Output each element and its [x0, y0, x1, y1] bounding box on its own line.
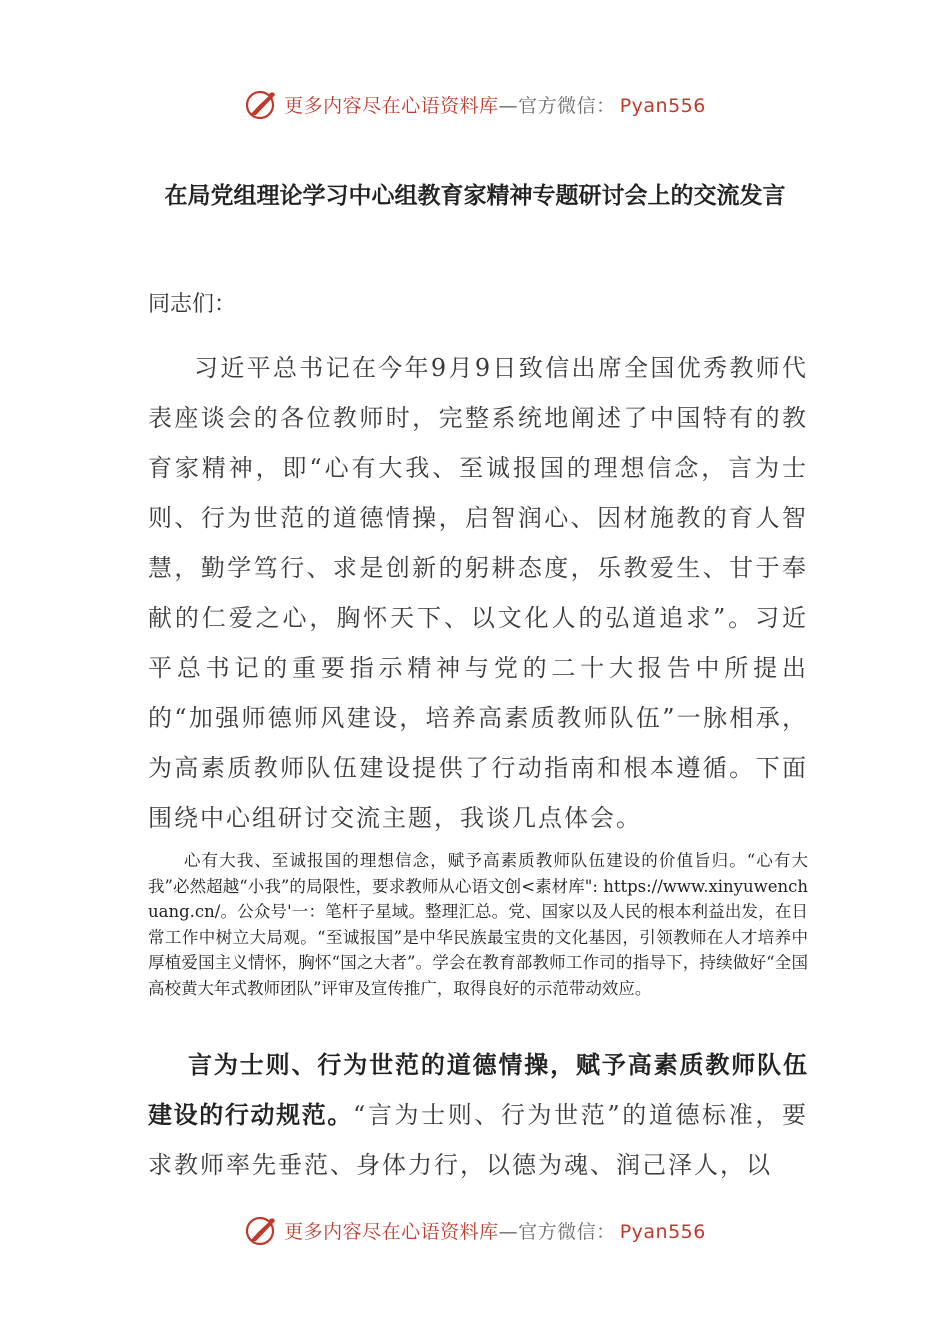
paragraph-3-bold-lead: 言为士则、行为世范的道德情操，赋予高素质教师队伍建设的行动规范。 — [148, 1051, 808, 1129]
banner-red-text: 更多内容尽在心语资料库 — [284, 94, 499, 117]
paragraph-3-rest: “言为士则、行为世范”的道德标准，要求教师率先垂范、身体力行，以德为魂、润己泽人，以 — [148, 1101, 808, 1179]
paragraph-3 — [148, 1040, 808, 1190]
banner-red-text: 更多内容尽在心语资料库 — [284, 1220, 499, 1243]
banner-text — [284, 1217, 706, 1244]
banner-gray-text: —官方微信： — [498, 1220, 616, 1243]
header-banner — [0, 84, 950, 124]
paragraph-2: 心有大我、至诚报国的理想信念，赋予高素质教师队伍建设的价值旨归。“心有大我”必然超越“小我”的局限性，要求教师从心语文创<素材库": https://www.xinyuwenchuang.cn/。公众号'一：笔杆子星域。整理汇总。党、国家以及人民的根本利益出发，在日常工作中树立大局观。“至诚报国”是中华民族最宝贵的文化基因，引领教师在人才培养中厚植爱国主义情怀，胸怀“国之大者”。学会在教育部教师工作司的指导下，持续做好“全国高校黄大年式教师团队”评审及宣传推广，取得良好的示范带动效应。 — [148, 851, 808, 998]
banner-wechat-id: Pyan556 — [619, 1220, 706, 1243]
document-title: 在局党组理论学习中心组教育家精神专题研讨会上的交流发言 — [164, 183, 786, 209]
quill-pen-logo-icon — [244, 87, 278, 121]
footer-banner — [0, 1210, 950, 1250]
banner-gray-text: —官方微信： — [498, 94, 616, 117]
quill-pen-logo-icon — [244, 1213, 278, 1247]
paragraph-1: 习近平总书记在今年9月9日致信出席全国优秀教师代表座谈会的各位教师时，完整系统地阐述了中国特有的教育家精神，即“心有大我、至诚报国的理想信念，言为士则、行为世范的道德情操，启智润心、因材施教的育人智慧，勤学笃行、求是创新的躬耕态度，乐教爱生、甘于奉献的仁爱之心，胸怀天下、以文化人的弘道追求”。习近平总书记的重要指示精神与党的二十大报告中所提出的“加强师德师风建设，培养高素质教师队伍”一脉相承，为高素质教师队伍建设提供了行动指南和根本遵循。下面围绕中心组研讨交流主题，我谈几点体会。 — [148, 354, 808, 832]
banner-text — [284, 91, 706, 118]
salutation: 同志们： — [148, 292, 237, 317]
banner-wechat-id: Pyan556 — [619, 94, 706, 117]
